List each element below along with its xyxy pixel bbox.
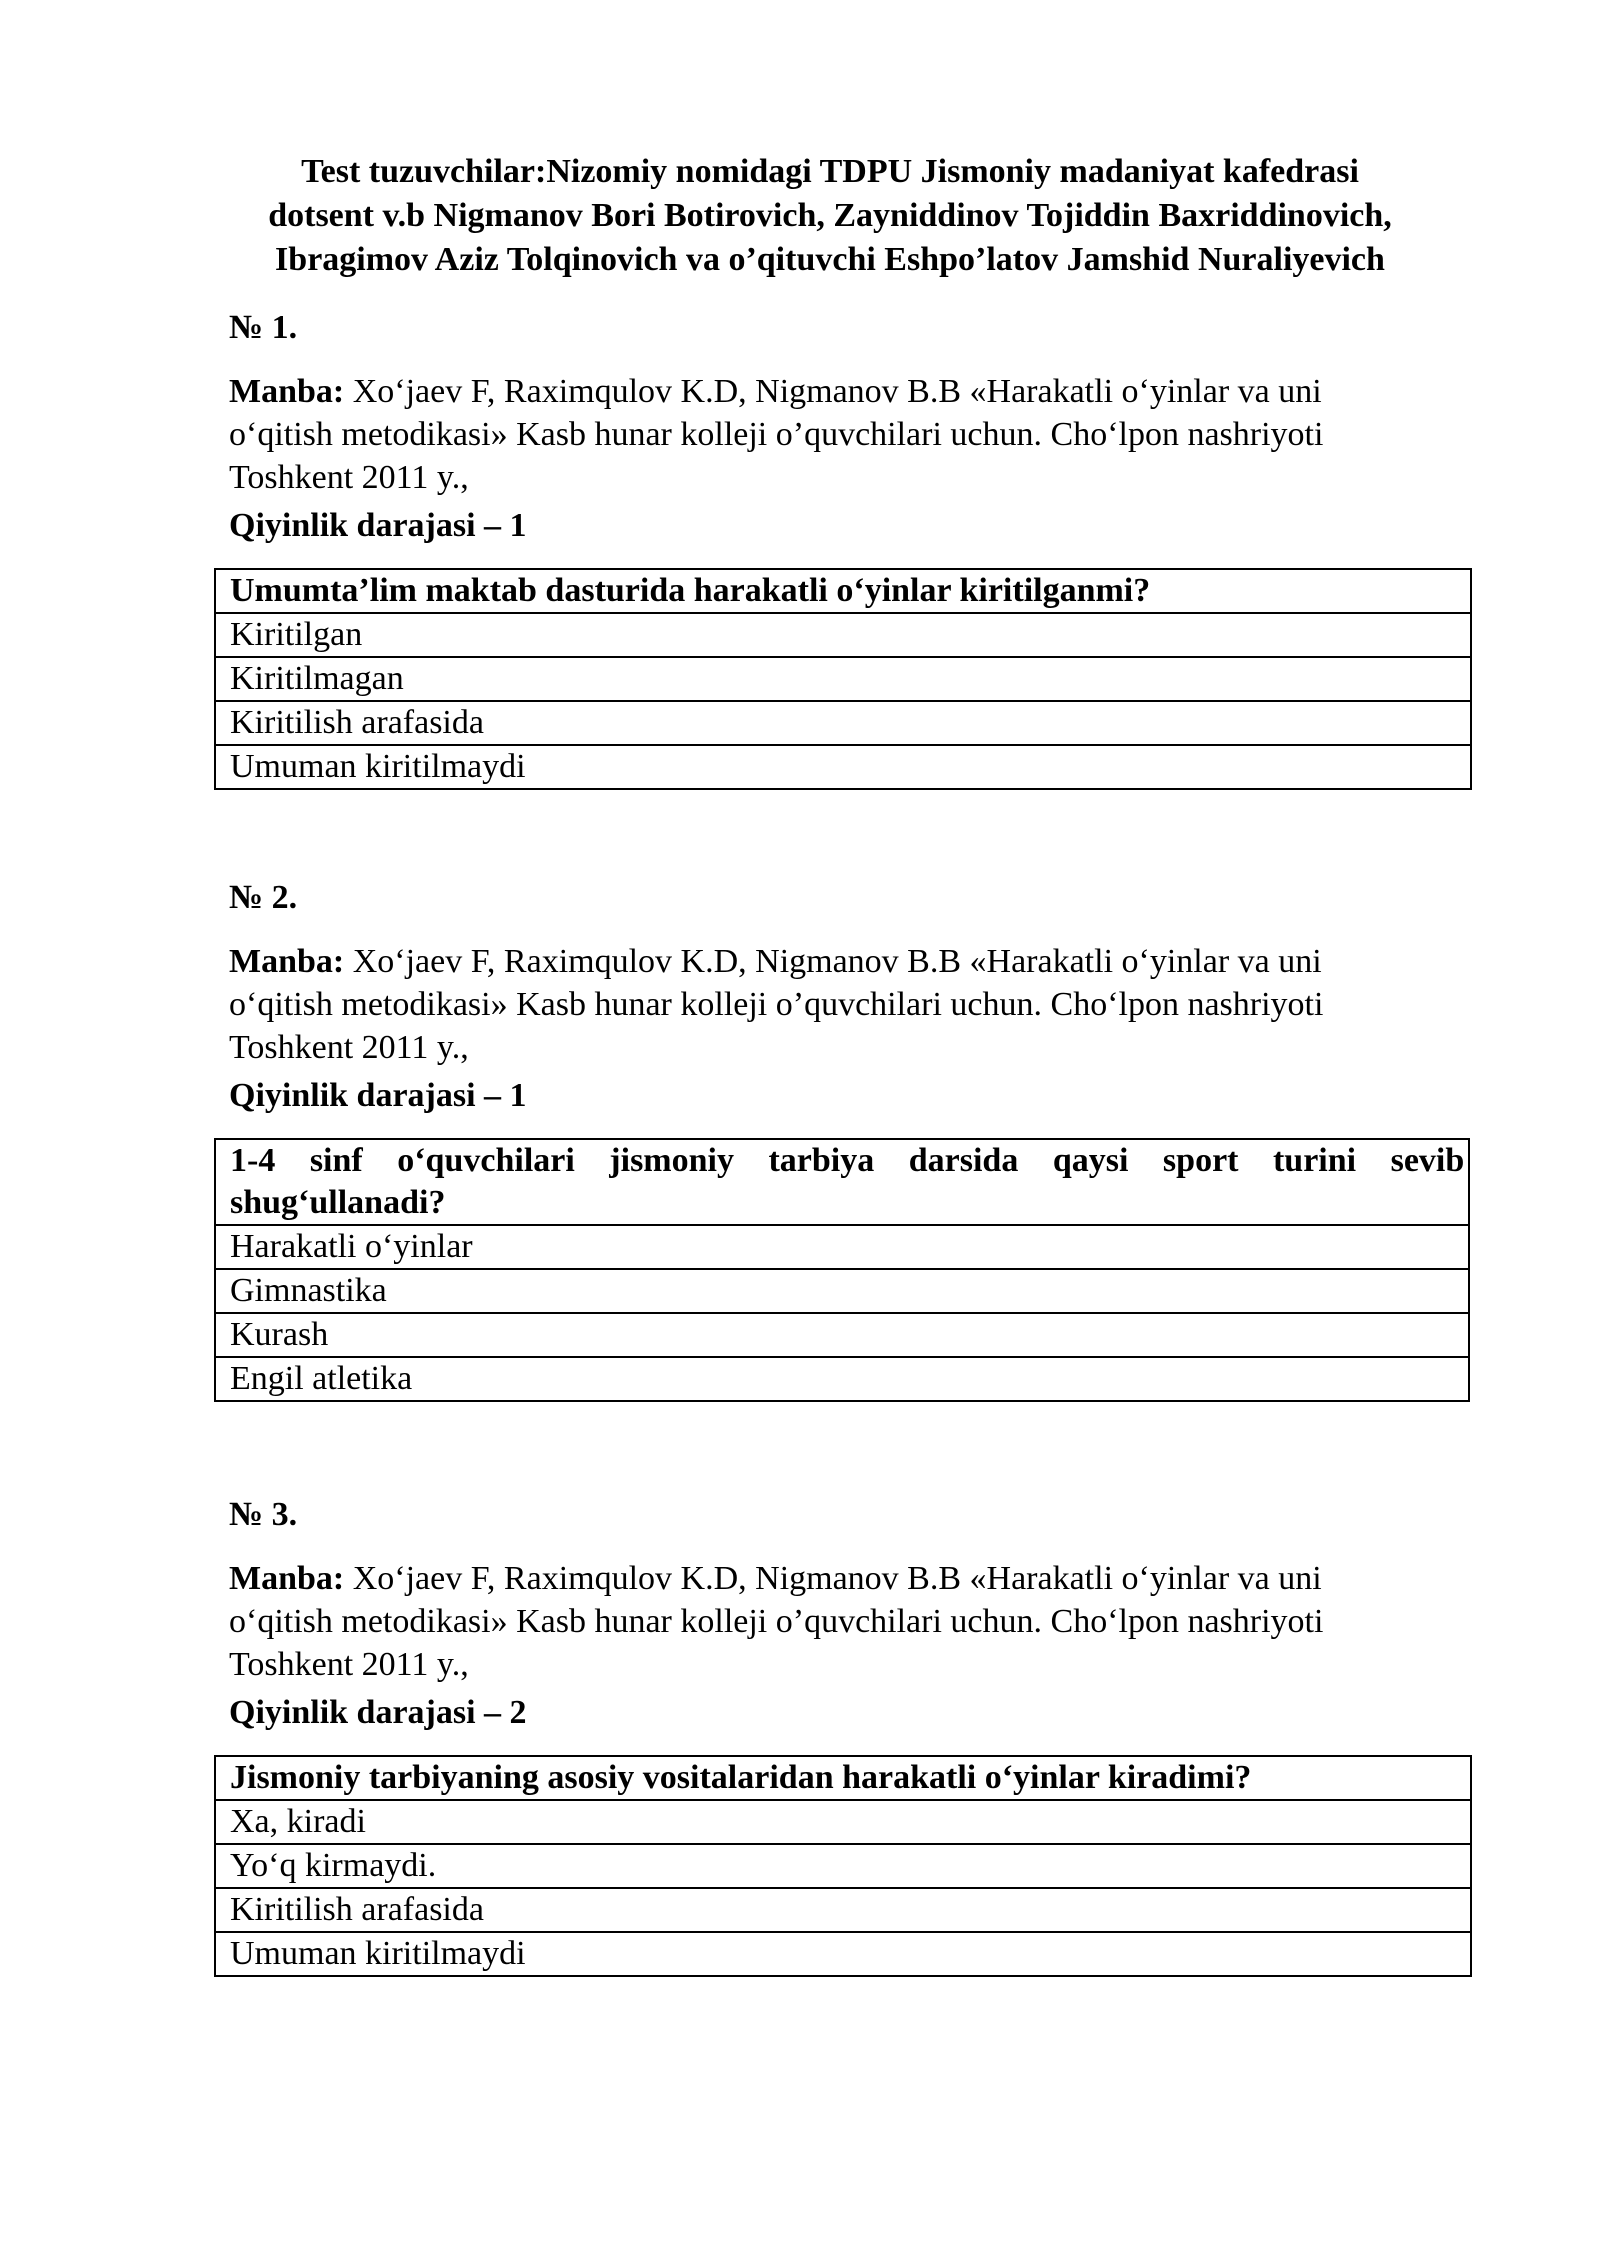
table-row (215, 701, 1471, 745)
source-label: Manba: (229, 1560, 345, 1597)
question-source (229, 370, 1469, 499)
table-row (215, 1313, 1469, 1357)
answer-option: Kiritilgan (215, 613, 1471, 657)
table-row (215, 1888, 1471, 1932)
question-line-1: 1-4 sinf o‘quvchilari jismoniy tarbiya darsida qaysi sport turini sevib (230, 1142, 1465, 1179)
table-row (215, 1357, 1469, 1401)
source-label: Manba: (229, 373, 345, 410)
source-line-2: o‘qitish metodikasi» Kasb hunar kolleji o’quvchilari uchun. Cho‘lpon nashriyoti (229, 986, 1324, 1023)
table-row (215, 1844, 1471, 1888)
question-text: Jismoniy tarbiyaning asosiy vositalaridan harakatli o‘yinlar kiradimi? (215, 1756, 1471, 1800)
difficulty-level: Qiyinlik darajasi – 2 (229, 1694, 527, 1731)
answer-option: Umuman kiritilmaydi (215, 1932, 1471, 1976)
header-line-1: Test tuzuvchilar:Nizomiy nomidagi TDPU Jismoniy madaniyat kafedrasi (301, 153, 1359, 190)
header-line-2: dotsent v.b Nigmanov Bori Botirovich, Zayniddinov Tojiddin Baxriddinovich, (268, 197, 1392, 234)
table-row (215, 1269, 1469, 1313)
answer-option: Umuman kiritilmaydi (215, 745, 1471, 789)
answer-option: Yo‘q kirmaydi. (215, 1844, 1471, 1888)
difficulty-level: Qiyinlik darajasi – 1 (229, 507, 527, 544)
question-line-2: shug‘ullanadi? (230, 1184, 446, 1221)
document-header (200, 150, 1460, 282)
table-row (215, 1932, 1471, 1976)
answer-option: Kiritilish arafasida (215, 1888, 1471, 1932)
header-line-3: Ibragimov Aziz Tolqinovich va o’qituvchi Eshpo’latov Jamshid Nuraliyevich (275, 241, 1385, 278)
answer-option: Xa, kiradi (215, 1800, 1471, 1844)
table-row (215, 1756, 1471, 1800)
source-label: Manba: (229, 943, 345, 980)
answer-option: Gimnastika (215, 1269, 1469, 1313)
question-table (214, 1755, 1472, 1977)
question-number: № 2. (229, 879, 298, 916)
question-text-line-1 (230, 1140, 1482, 1182)
question-table (214, 568, 1472, 790)
table-row (215, 569, 1471, 613)
source-line-2: o‘qitish metodikasi» Kasb hunar kolleji o’quvchilari uchun. Cho‘lpon nashriyoti (229, 416, 1324, 453)
question-source (229, 940, 1469, 1069)
question-number: № 3. (229, 1496, 298, 1533)
source-line-1: Xo‘jaev F, Raximqulov K.D, Nigmanov B.B «Harakatli o‘yinlar va uni (344, 1560, 1322, 1597)
question-text (215, 1139, 1469, 1225)
table-row (215, 657, 1471, 701)
table-row (215, 745, 1471, 789)
answer-option: Engil atletika (215, 1357, 1469, 1401)
question-table (214, 1138, 1470, 1402)
answer-option: Kiritilmagan (215, 657, 1471, 701)
source-line-1: Xo‘jaev F, Raximqulov K.D, Nigmanov B.B «Harakatli o‘yinlar va uni (344, 943, 1322, 980)
answer-option: Kurash (215, 1313, 1469, 1357)
table-row (215, 1800, 1471, 1844)
question-text: Umumta’lim maktab dasturida harakatli o‘yinlar kiritilganmi? (215, 569, 1471, 613)
table-row (215, 1225, 1469, 1269)
question-number: № 1. (229, 309, 298, 346)
source-line-3: Toshkent 2011 y., (229, 459, 469, 496)
source-line-3: Toshkent 2011 y., (229, 1029, 469, 1066)
source-line-3: Toshkent 2011 y., (229, 1646, 469, 1683)
table-row (215, 1139, 1469, 1225)
table-row (215, 613, 1471, 657)
source-line-1: Xo‘jaev F, Raximqulov K.D, Nigmanov B.B «Harakatli o‘yinlar va uni (344, 373, 1322, 410)
answer-option: Kiritilish arafasida (215, 701, 1471, 745)
source-line-2: o‘qitish metodikasi» Kasb hunar kolleji o’quvchilari uchun. Cho‘lpon nashriyoti (229, 1603, 1324, 1640)
question-source (229, 1557, 1469, 1686)
difficulty-level: Qiyinlik darajasi – 1 (229, 1077, 527, 1114)
answer-option: Harakatli o‘yinlar (215, 1225, 1469, 1269)
